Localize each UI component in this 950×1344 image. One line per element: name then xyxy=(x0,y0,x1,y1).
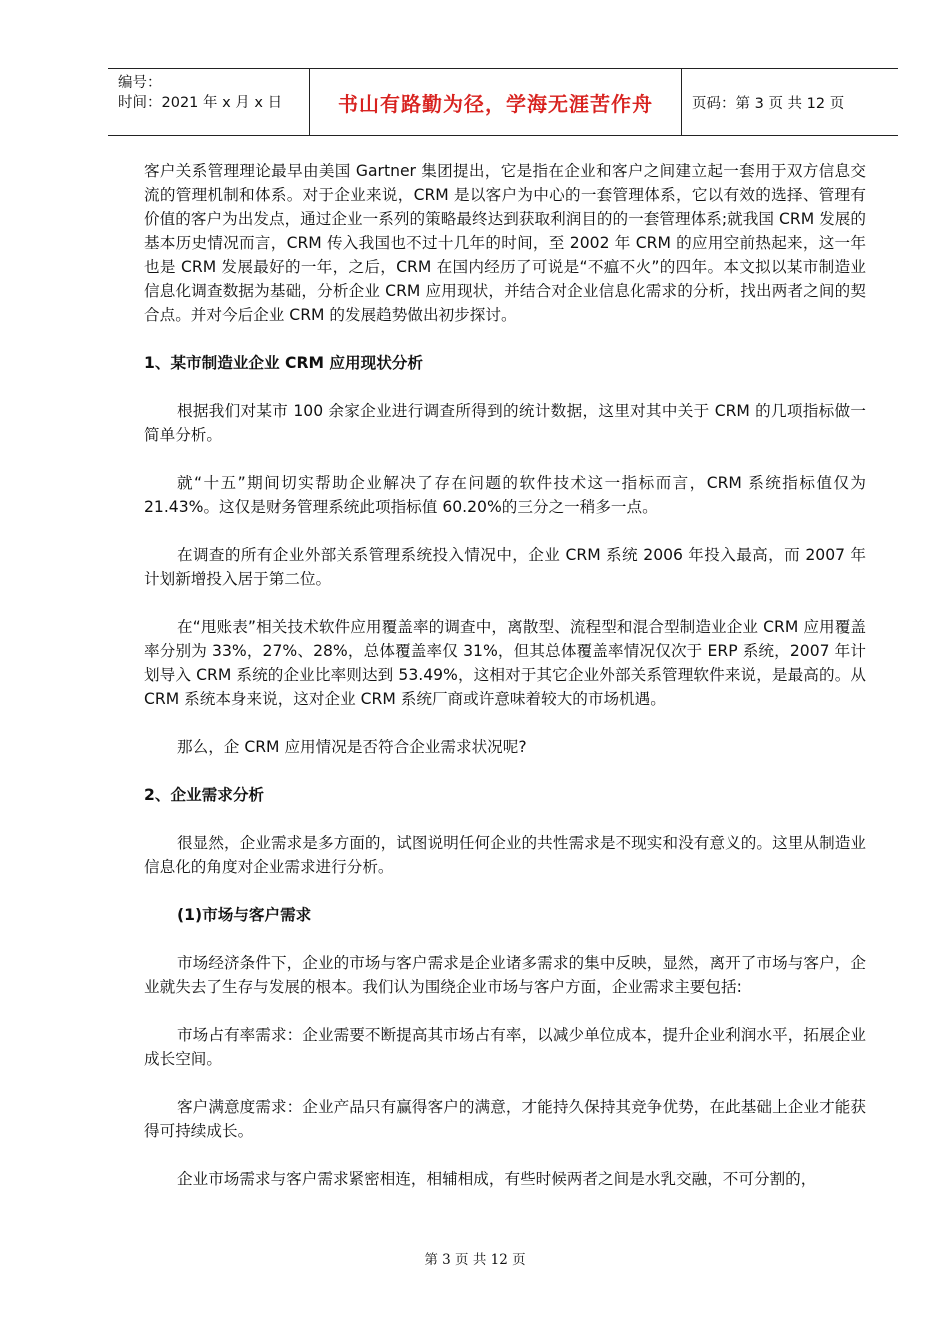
paragraph: 就“十五”期间切实帮助企业解决了存在问题的软件技术这一指标而言，CRM 系统指标值仅为 21.43%。这仅是财务管理系统此项指标值 60.20%的三分之一稍多一点。 xyxy=(144,474,866,516)
header-meta xyxy=(108,69,310,135)
page-footer: 第 3 页 共 12 页 xyxy=(424,1252,526,1268)
page-header xyxy=(108,68,898,136)
paragraph: 根据我们对某市 100 余家企业进行调查所得到的统计数据，这里对其中关于 CRM 的几项指标做一简单分析。 xyxy=(144,402,866,444)
header-motto: 书山有路勤为径，学海无涯苦作舟 xyxy=(310,69,682,135)
paragraph: 在“甩账表”相关技术软件应用覆盖率的调查中，离散型、流程型和混合型制造业企业 CRM 应用覆盖率分别为 33%，27%、28%，总体覆盖率仅 31%，但其总体覆盖率情况仅次于 ERP 系统，2007 年计划导入 CRM 系统的企业比率则达到 53.49%，这相对于其它企业外部关系管理软件来说，是最高的。从 CRM 系统本身来说，这对企业 CRM 系统厂商或许意味着较大的市场机遇。 xyxy=(144,618,866,708)
section-heading-1: 1、某市制造业企业 CRM 应用现状分析 xyxy=(144,354,423,372)
paragraph: 那么，企 CRM 应用情况是否符合企业需求状况呢? xyxy=(177,738,527,756)
paragraph: 很显然，企业需求是多方面的，试图说明任何企业的共性需求是不现实和没有意义的。这里从制造业信息化的角度对企业需求进行分析。 xyxy=(144,834,866,876)
paragraph: 市场经济条件下，企业的市场与客户需求是企业诸多需求的集中反映，显然，离开了市场与客户，企业就失去了生存与发展的根本。我们认为围绕企业市场与客户方面，企业需求主要包括: xyxy=(144,954,866,996)
subsection-heading: (1)市场与客户需求 xyxy=(177,906,312,924)
intro-paragraph: 客户关系管理理论最早由美国 Gartner 集团提出，它是指在企业和客户之间建立起一套用于双方信息交流的管理机制和体系。对于企业来说，CRM 是以客户为中心的一套管理体系，它以有效的选择、管理有价值的客户为出发点，通过企业一系列的策略最终达到获取利润目的的一套管理体系;就我国 CRM 发展的基本历史情况而言，CRM 传入我国也不过十几年的时间，至 2002 年 CRM 的应用空前热起来，这一年也是 CRM 发展最好的一年，之后，CRM 在国内经历了可说是“不瘟不火”的四年。本文拟以某市制造业信息化调查数据为基础，分析企业 CRM 应用现状，并结合对企业信息化需求的分析，找出两者之间的契合点。并对今后企业 CRM 的发展趋势做出初步探讨。 xyxy=(144,162,866,324)
section-heading-2: 2、企业需求分析 xyxy=(144,786,265,804)
paragraph: 市场占有率需求：企业需要不断提高其市场占有率，以减少单位成本，提升企业利润水平，拓展企业成长空间。 xyxy=(144,1026,866,1068)
header-number-label: 编号： xyxy=(118,75,162,91)
header-date: 时间：2021 年 x 月 x 日 xyxy=(118,95,283,111)
document-body xyxy=(144,159,866,1191)
paragraph: 客户满意度需求：企业产品只有赢得客户的满意，才能持久保持其竞争优势，在此基础上企业才能获得可持续成长。 xyxy=(144,1098,866,1140)
paragraph: 在调查的所有企业外部关系管理系统投入情况中，企业 CRM 系统 2006 年投入最高，而 2007 年计划新增投入居于第二位。 xyxy=(144,546,866,588)
paragraph: 企业市场需求与客户需求紧密相连，相辅相成，有些时候两者之间是水乳交融，不可分割的， xyxy=(177,1170,817,1188)
header-page-info: 页码：第 3 页 共 12 页 xyxy=(692,95,845,112)
